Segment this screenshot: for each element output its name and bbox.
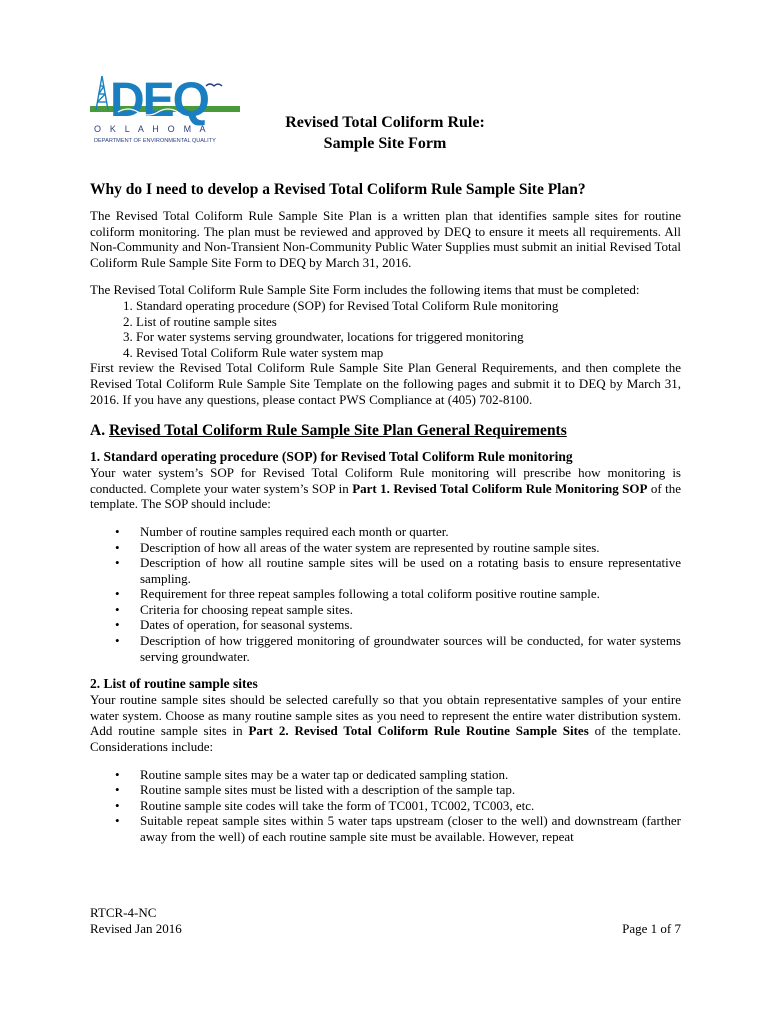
bullet-icon: • <box>115 813 120 829</box>
sop-bullets <box>90 524 681 664</box>
routine-heading: 2. List of routine sample sites <box>90 676 258 692</box>
list-item <box>90 524 681 540</box>
bullet-icon: • <box>115 555 120 571</box>
bullet-text: Criteria for choosing repeat sample sites. <box>140 601 353 617</box>
bullet-icon: • <box>115 586 120 602</box>
document-body <box>90 180 681 845</box>
bullet-text: Routine sample sites may be a water tap or dedicated sampling station. <box>140 766 509 782</box>
review-paragraph: First review the Revised Total Coliform Rule Sample Site Plan General Requirements, and then complete the Revised Total Coliform Rule Sample Site Template on the following pages and submit it to DEQ by March 31, 2016. If you have any questions, please contact PWS Compliance at (405) 702-8100. <box>90 360 681 407</box>
sop-paragraph <box>90 465 681 512</box>
bullet-icon: • <box>115 539 120 555</box>
bullet-icon: • <box>115 633 120 649</box>
bullet-icon: • <box>115 523 120 539</box>
document-title <box>200 112 570 154</box>
bullet-icon: • <box>115 617 120 633</box>
logo-department: DEPARTMENT OF ENVIRONMENTAL QUALITY <box>94 138 216 144</box>
sop-text-b: of the template. The SOP should include: <box>90 480 681 512</box>
list-item: 2. List of routine sample sites <box>136 314 681 330</box>
page-footer <box>90 905 681 937</box>
question-heading: Why do I need to develop a Revised Total Coliform Rule Sample Site Plan? <box>90 181 586 198</box>
bullet-icon: • <box>115 766 120 782</box>
page-number: Page 1 of 7 <box>622 921 681 936</box>
routine-bullets <box>90 767 681 845</box>
bullet-text: Routine sample site codes will take the form of TC001, TC002, TC003, etc. <box>140 797 535 813</box>
list-item <box>90 633 681 664</box>
sop-text-a: Your water system’s SOP for Revised Total Coliform Rule monitoring will prescribe how monitoring is conducted. Complete your water system’s SOP in <box>90 465 681 496</box>
logo-state: O K L A H O M A <box>94 124 209 134</box>
footer-code: RTCR-4-NC <box>90 905 157 920</box>
list-item: 4. Revised Total Coliform Rule water system map <box>136 345 681 361</box>
bullet-text: Description of how triggered monitoring of groundwater sources will be conducted, for water systems serving groundwater. <box>140 633 681 664</box>
sop-text-bold: Part 1. Revised Total Coliform Rule Monitoring SOP <box>352 480 648 496</box>
sop-heading: 1. Standard operating procedure (SOP) for Revised Total Coliform Rule monitoring <box>90 449 573 465</box>
list-item: 1. Standard operating procedure (SOP) for Revised Total Coliform Rule monitoring <box>136 298 681 314</box>
title-line-1: Revised Total Coliform Rule: <box>285 114 485 131</box>
routine-paragraph <box>90 692 681 754</box>
section-a-label: Revised Total Coliform Rule Sample Site Plan General Requirements <box>108 422 567 440</box>
bullet-text: Description of how all areas of the water system are represented by routine sample sites. <box>140 539 600 555</box>
list-item <box>90 602 681 618</box>
routine-text-bold: Part 2. Revised Total Coliform Rule Routine Sample Sites <box>248 723 589 739</box>
list-item: 3. For water systems serving groundwater, locations for triggered monitoring <box>136 329 681 345</box>
list-item <box>90 798 681 814</box>
routine-text-a: Your routine sample sites should be selected carefully so that you obtain representative samples of your entire water system. Choose as many routine sample sites as you need to represent the entire water distribution system. Add routine sample sites in <box>90 692 681 739</box>
bullet-icon: • <box>115 601 120 617</box>
bullet-text: Requirement for three repeat samples following a total coliform positive routine sample. <box>140 586 600 602</box>
list-item <box>90 813 681 844</box>
bullet-text: Dates of operation, for seasonal systems. <box>140 617 353 633</box>
bullet-icon: • <box>115 782 120 798</box>
items-list <box>90 298 681 360</box>
bullet-text: Description of how all routine sample sites will be used on a rotating basis to ensure representative sampling. <box>140 555 681 586</box>
derrick-icon <box>96 76 108 110</box>
intro-paragraph: The Revised Total Coliform Rule Sample Site Plan is a written plan that identifies sample sites for routine coliform monitoring. The plan must be reviewed and approved by DEQ to ensure it meets all requirements. All Non-Community and Non-Transient Non-Community Public Water Supplies must submit an initial Revised Total Coliform Rule Sample Site Form to DEQ by March 31, 2016. <box>90 208 681 270</box>
logo-brand-letters: DEQ <box>110 74 209 127</box>
bullet-icon: • <box>115 797 120 813</box>
section-a-heading <box>90 421 681 441</box>
list-item <box>90 586 681 602</box>
list-item <box>90 782 681 798</box>
bullet-text: Number of routine samples required each month or quarter. <box>140 523 449 539</box>
footer-revised: Revised Jan 2016 <box>90 921 182 936</box>
list-item <box>90 555 681 586</box>
list-item <box>90 540 681 556</box>
items-intro: The Revised Total Coliform Rule Sample Site Form includes the following items that must be completed: <box>90 282 640 298</box>
routine-text-b: of the template. Considerations include: <box>90 723 682 755</box>
title-line-2: Sample Site Form <box>323 135 447 152</box>
bullet-text: Suitable repeat sample sites within 5 water taps upstream (closer to the well) and downstream (farther away from the well) of each routine sample site must be available. However, repeat <box>140 813 681 844</box>
section-a-prefix: A. <box>90 422 106 440</box>
list-item <box>90 767 681 783</box>
list-item <box>90 617 681 633</box>
bird-icon <box>206 84 222 86</box>
bullet-text: Routine sample sites must be listed with a description of the sample tap. <box>140 782 516 798</box>
